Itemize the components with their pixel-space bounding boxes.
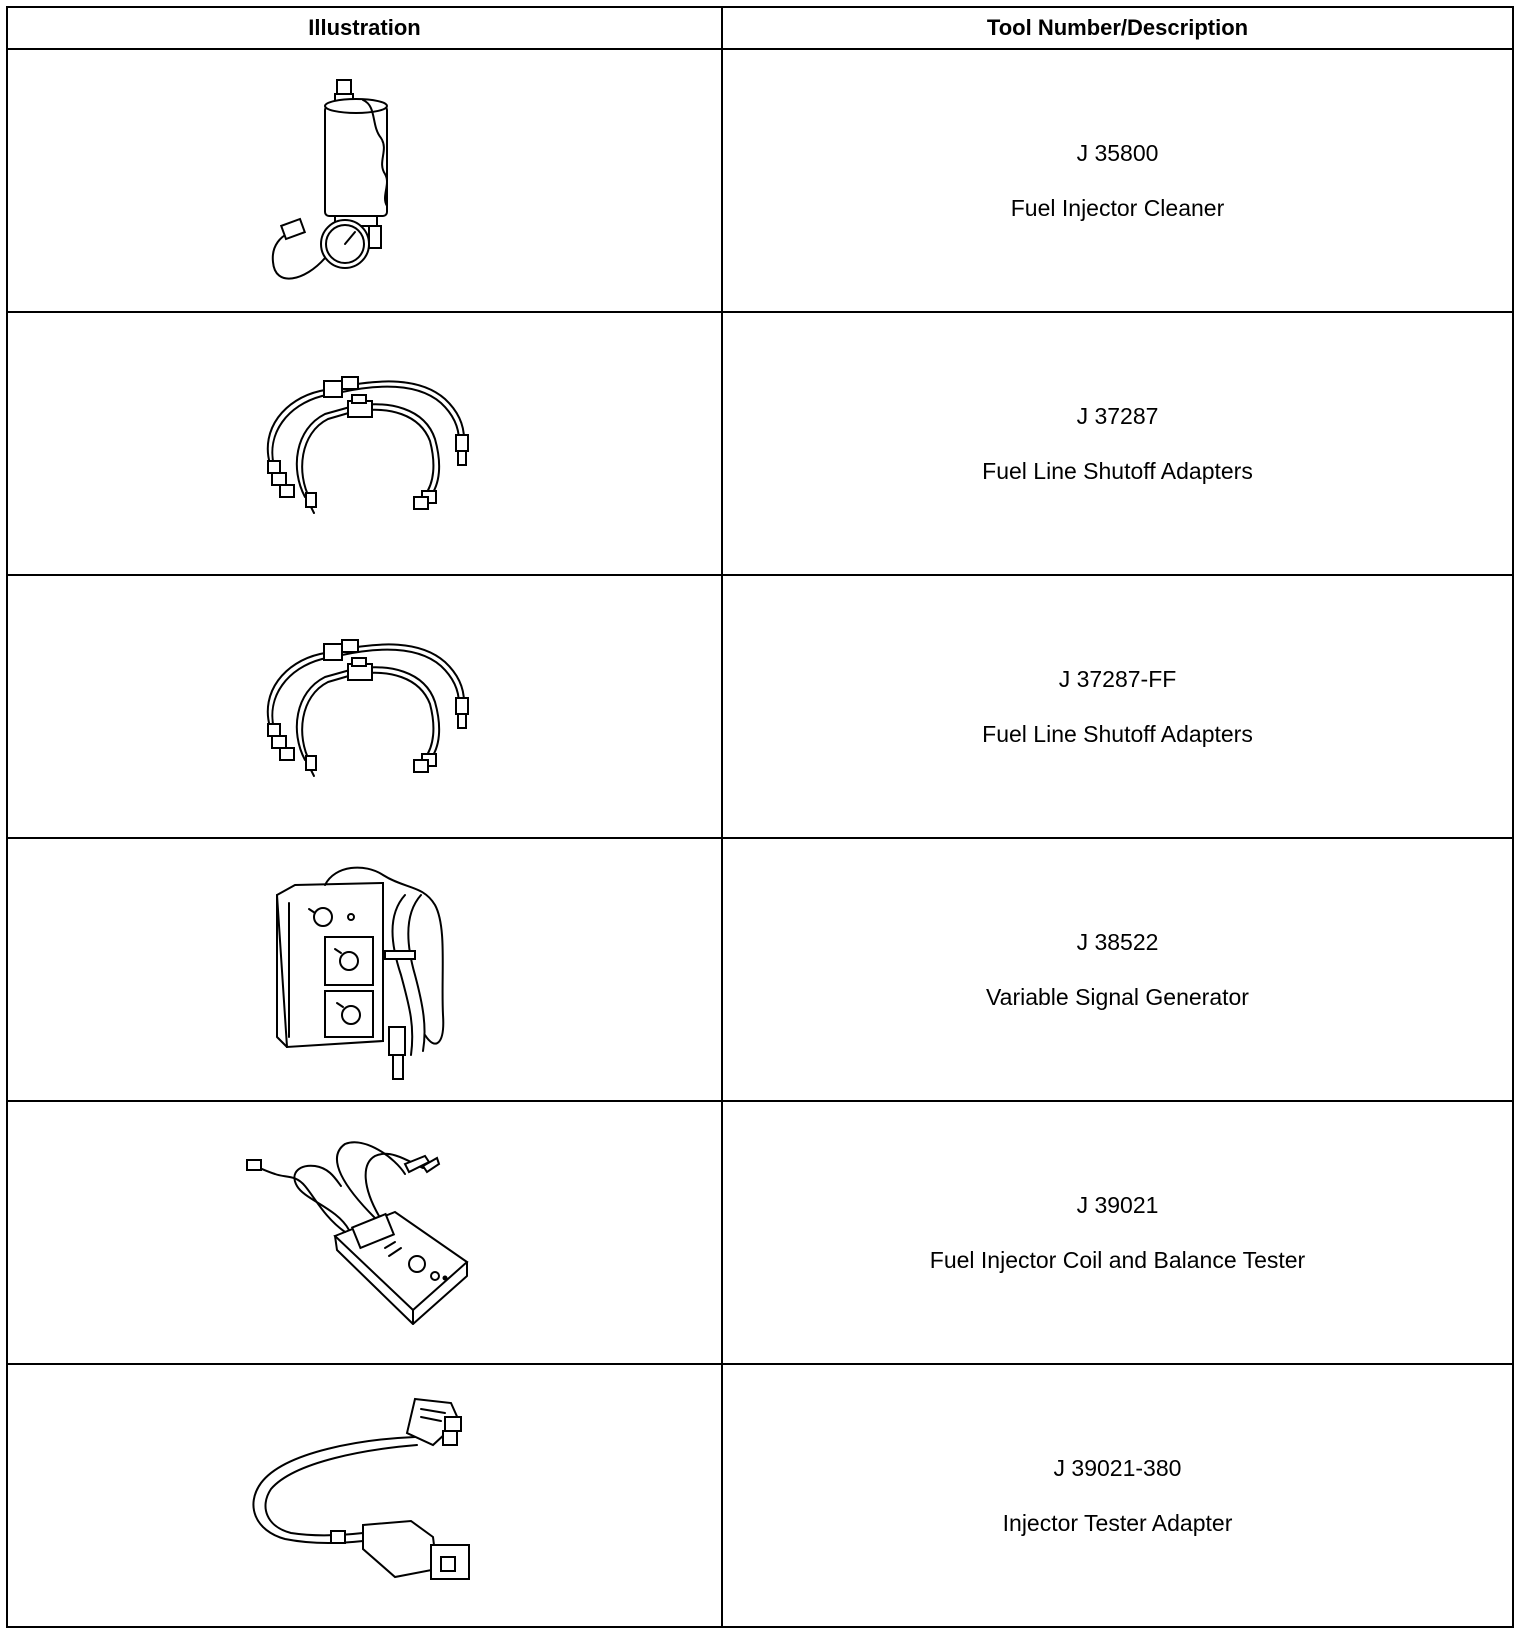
table-row <box>7 575 1513 838</box>
fuel-injector-cleaner-icon <box>265 66 465 296</box>
table-header-row <box>7 7 1513 49</box>
header-illustration: Illustration <box>7 7 722 49</box>
tool-number: J 37287 <box>1076 403 1159 429</box>
header-tool-number-description: Tool Number/Description <box>722 7 1513 49</box>
illustration-cell <box>7 838 722 1101</box>
table-row <box>7 1364 1513 1627</box>
tool-description: Fuel Line Shutoff Adapters <box>982 721 1253 747</box>
tool-description: Fuel Injector Coil and Balance Tester <box>929 1247 1306 1273</box>
tool-cell <box>722 838 1513 1101</box>
coil-balance-tester-icon <box>245 1138 485 1328</box>
tool-cell <box>722 575 1513 838</box>
tool-number: J 39021-380 <box>1053 1455 1182 1481</box>
variable-signal-generator-icon <box>265 855 465 1085</box>
fuel-line-shutoff-adapters-icon <box>250 369 480 519</box>
special-tools-sheet <box>6 6 1512 1600</box>
tool-number: J 38522 <box>1076 929 1159 955</box>
tool-description: Fuel Injector Cleaner <box>1010 195 1225 221</box>
illustration-cell <box>7 575 722 838</box>
tool-cell <box>722 49 1513 312</box>
illustration-cell <box>7 1101 722 1364</box>
tool-description: Fuel Line Shutoff Adapters <box>982 458 1253 484</box>
table-row <box>7 1101 1513 1364</box>
tool-number: J 37287-FF <box>1058 666 1177 692</box>
fuel-line-shutoff-adapters-icon <box>250 632 480 782</box>
injector-tester-adapter-icon <box>245 1391 485 1601</box>
table-row <box>7 838 1513 1101</box>
tool-cell <box>722 1364 1513 1627</box>
illustration-cell <box>7 49 722 312</box>
table-row <box>7 49 1513 312</box>
tool-description: Variable Signal Generator <box>986 984 1249 1010</box>
tool-cell <box>722 312 1513 575</box>
tool-description: Injector Tester Adapter <box>1002 1510 1233 1536</box>
illustration-cell <box>7 312 722 575</box>
tool-number: J 39021 <box>1076 1192 1159 1218</box>
table-row <box>7 312 1513 575</box>
tool-number: J 35800 <box>1076 140 1159 166</box>
illustration-cell <box>7 1364 722 1627</box>
special-tools-table <box>6 6 1514 1628</box>
tool-cell <box>722 1101 1513 1364</box>
